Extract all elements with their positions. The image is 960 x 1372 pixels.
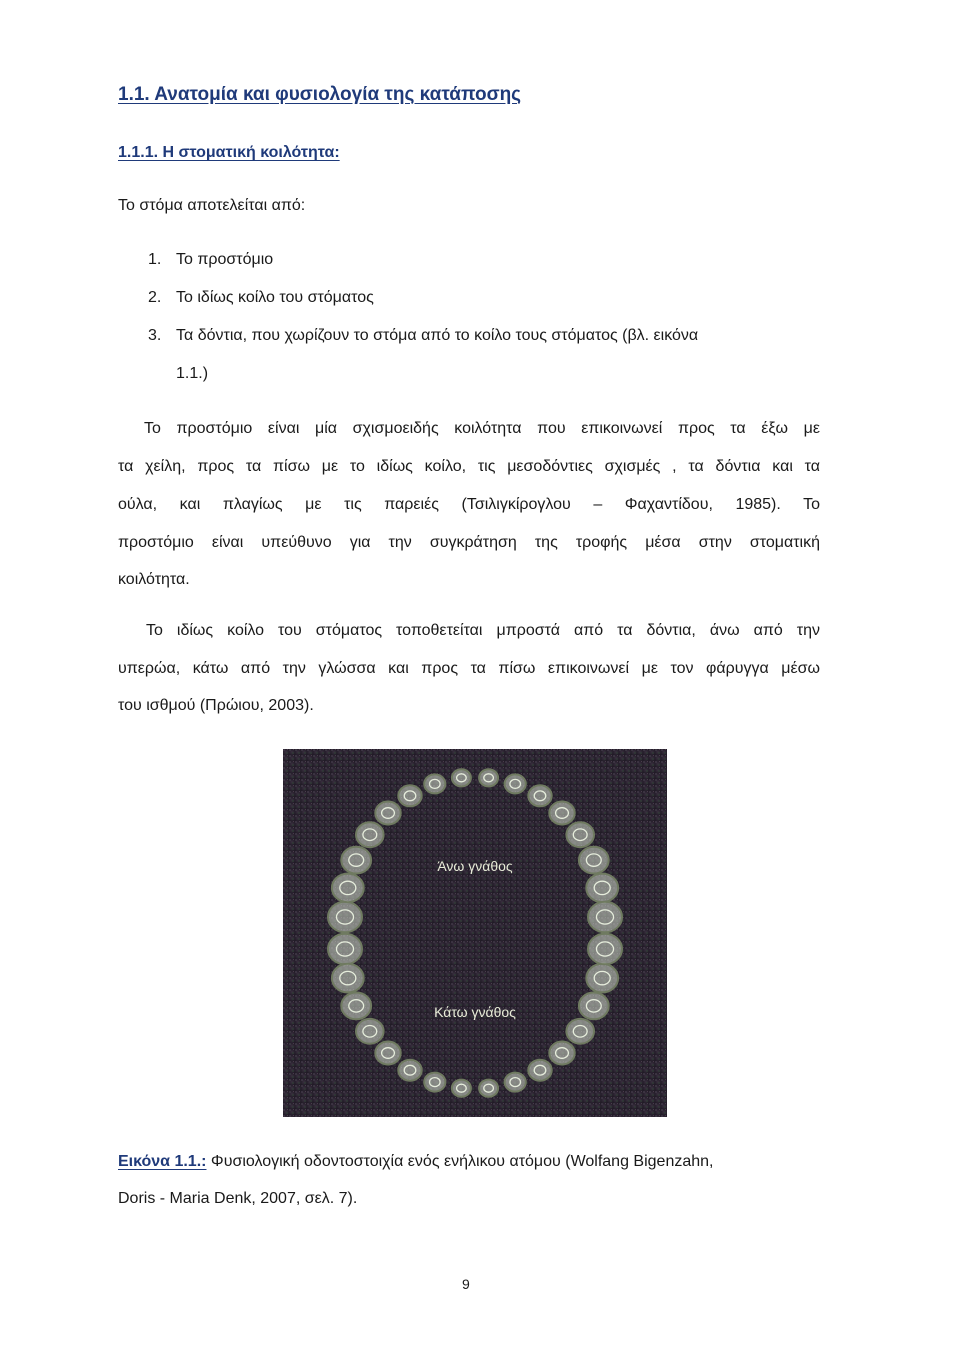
list-text: Το προστόμιο (176, 251, 274, 268)
tooth (505, 1073, 526, 1092)
tooth (505, 774, 526, 793)
list-number: 2. (148, 289, 162, 306)
paragraph-line: Το ιδίως κοίλο του στόματος τοποθετείται μπροστά από τα δόντια, άνω από την (146, 622, 820, 639)
paragraph-line: του ισθμού (Πρώιου, 2003). (118, 697, 314, 714)
tooth (579, 847, 609, 874)
tooth (588, 902, 622, 933)
lower-jaw-label: Κάτω γνάθος (434, 1004, 516, 1020)
tooth (356, 822, 384, 847)
tooth (341, 847, 371, 874)
list-text: Τα δόντια, που χωρίζουν το στόμα από το κοίλο τους στόματος (βλ. εικόνα (176, 327, 699, 344)
tooth (398, 785, 421, 806)
list-item (148, 289, 374, 307)
tooth (566, 1019, 594, 1044)
page-number: 9 (462, 1276, 470, 1292)
subsection-heading: 1.1.1. Η στοματική κοιλότητα: (118, 144, 340, 161)
tooth (479, 769, 498, 786)
list-item (148, 327, 698, 345)
tooth (356, 1019, 384, 1044)
dental-arch-illustration (283, 749, 667, 1117)
tooth (479, 1080, 498, 1097)
paragraph-line: τα χείλη, προς τα πίσω με το ιδίως κοίλο, τις μεσοδόντιες σχισμές , τα δόντια και τα (118, 458, 820, 475)
tooth (566, 822, 594, 847)
tooth (528, 1060, 551, 1081)
tooth (328, 902, 362, 933)
intro-text: Το στόμα αποτελείται από: (118, 197, 306, 214)
caption-label: Εικόνα 1.1.: (118, 1153, 207, 1170)
tooth (332, 964, 364, 993)
tooth (549, 802, 574, 825)
tooth (328, 934, 362, 965)
paragraph-line: ούλα, και πλαγίως με τις παρειές (Τσιλιγκίρογλου – Φαχαντίδου, 1985). Το (118, 496, 820, 513)
tooth (398, 1060, 421, 1081)
paragraph-line: προστόμιο είναι υπεύθυνο για την συγκράτηση της τροφής μέσα στην στοματική (118, 534, 820, 551)
tooth (452, 1080, 471, 1097)
tooth (579, 993, 609, 1020)
tooth (375, 1042, 400, 1065)
list-number: 3. (148, 327, 162, 344)
section-heading: 1.1. Ανατομία και φυσιολογία της κατάποσης (118, 84, 522, 105)
tooth (452, 769, 471, 786)
figure-caption (118, 1153, 713, 1171)
list-number: 1. (148, 251, 162, 268)
list-text: Το ιδίως κοίλο του στόματος (176, 289, 374, 306)
figure-caption-line2: Doris - Maria Denk, 2007, σελ. 7). (118, 1190, 358, 1207)
paragraph-line: κοιλότητα. (118, 571, 190, 588)
tooth (375, 802, 400, 825)
tooth (528, 785, 551, 806)
tooth (424, 774, 445, 793)
tooth (586, 874, 618, 903)
paragraph-line: Το προστόμιο είναι μία σχισμοειδής κοιλότητα που επικοινωνεί προς τα έξω με (144, 420, 820, 437)
upper-jaw-label: Άνω γνάθος (437, 858, 513, 874)
tooth (332, 874, 364, 903)
tooth (586, 964, 618, 993)
paragraph-line: υπερώα, κάτω από την γλώσσα και προς τα πίσω επικοινωνεί με τον φάρυγγα μέσω (118, 660, 820, 677)
tooth (341, 993, 371, 1020)
list-item-continuation: 1.1.) (176, 365, 209, 382)
tooth (588, 934, 622, 965)
caption-text: Φυσιολογική οδοντοστοιχία ενός ενήλικου ατόμου (Wolfang Bigenzahn, (206, 1153, 714, 1170)
dentition-figure (283, 749, 667, 1117)
tooth (424, 1073, 445, 1092)
tooth (549, 1042, 574, 1065)
list-item (148, 251, 273, 269)
